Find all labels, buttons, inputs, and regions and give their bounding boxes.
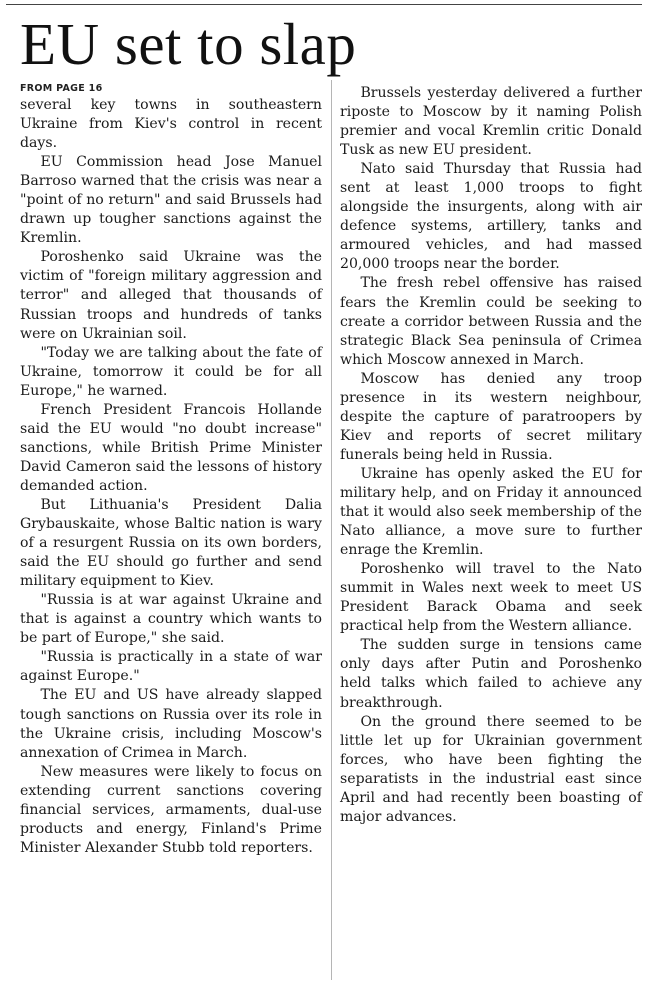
paragraph: The fresh rebel offensive has raised fears the Kremlin could be seeking to create a corridor between Russia and the strategic Black Sea peninsula of Crimea which Moscow annexed in March. [340, 275, 642, 368]
paragraph: On the ground there seemed to be little let up for Ukrainian government forces, who have been fighting the separatists in the industrial east since April and had recently been boasting of major advances. [340, 713, 642, 825]
left-column [20, 82, 322, 858]
paragraph: The sudden surge in tensions came only days after Putin and Poroshenko held talks which failed to achieve any breakthrough. [340, 637, 642, 711]
paragraph: Moscow has denied any troop presence in its western neighbour, despite the capture of paratroopers by Kiev and reports of secret military funerals being held in Russia. [340, 370, 642, 463]
paragraph: "Russia is practically in a state of war against Europe." [20, 649, 322, 685]
paragraph: Poroshenko will travel to the Nato summit in Wales next week to meet US President Barack Obama and seek practical help from the Western alliance. [340, 561, 642, 635]
paragraph: several key towns in southeastern Ukraine from Kiev's control in recent days. [20, 97, 322, 152]
paragraph: EU Commission head Jose Manuel Barroso warned that the crisis was near a "point of no return" and said Brussels had drawn up tougher sanctions against the Kremlin. [20, 154, 322, 247]
paragraph: French President Francois Hollande said the EU would "no doubt increase" sanctions, while British Prime Minister David Cameron said the lessons of history demanded action. [20, 401, 322, 494]
paragraph: Nato said Thursday that Russia had sent at least 1,000 troops to fight alongside the insurgents, along with air defence systems, artillery, tanks and armoured vehicles, and had massed 20,000 troops near the border. [340, 161, 642, 273]
paragraph: New measures were likely to focus on extending current sanctions covering financial services, armaments, dual-use products and energy, Finland's Prime Minister Alexander Stubb told reporters. [20, 763, 322, 856]
paragraph: "Today we are talking about the fate of Ukraine, tomorrow it could be for all Europe," he warned. [20, 344, 322, 399]
column-divider [331, 80, 332, 980]
paragraph: Ukraine has openly asked the EU for military help, and on Friday it announced that it would also seek membership of the Nato alliance, a move sure to further enrage the Kremlin. [340, 465, 642, 559]
paragraph: Poroshenko said Ukraine was the victim of "foreign military aggression and terror" and alleged that thousands of Russian troops and hundreds of tanks were on Ukrainian soil. [20, 249, 322, 342]
continuation-kicker: FROM PAGE 16 [20, 83, 103, 94]
paragraph: Brussels yesterday delivered a further riposte to Moscow by it naming Polish premier and vocal Kremlin critic Donald Tusk as new EU president. [340, 85, 642, 159]
right-column [340, 84, 642, 827]
paragraph: But Lithuania's President Dalia Grybauskaite, whose Baltic nation is wary of a resurgent Russia on its own borders, said the EU should go further and send military equipment to Kiev. [20, 496, 322, 590]
paragraph: "Russia is at war against Ukraine and that is against a country which wants to be part of Europe," she said. [20, 592, 322, 647]
headline: EU set to slap [20, 11, 357, 77]
paragraph: The EU and US have already slapped tough sanctions on Russia over its role in the Ukraine crisis, including Moscow's annexation of Crimea in March. [20, 687, 322, 761]
top-rule [6, 4, 642, 5]
